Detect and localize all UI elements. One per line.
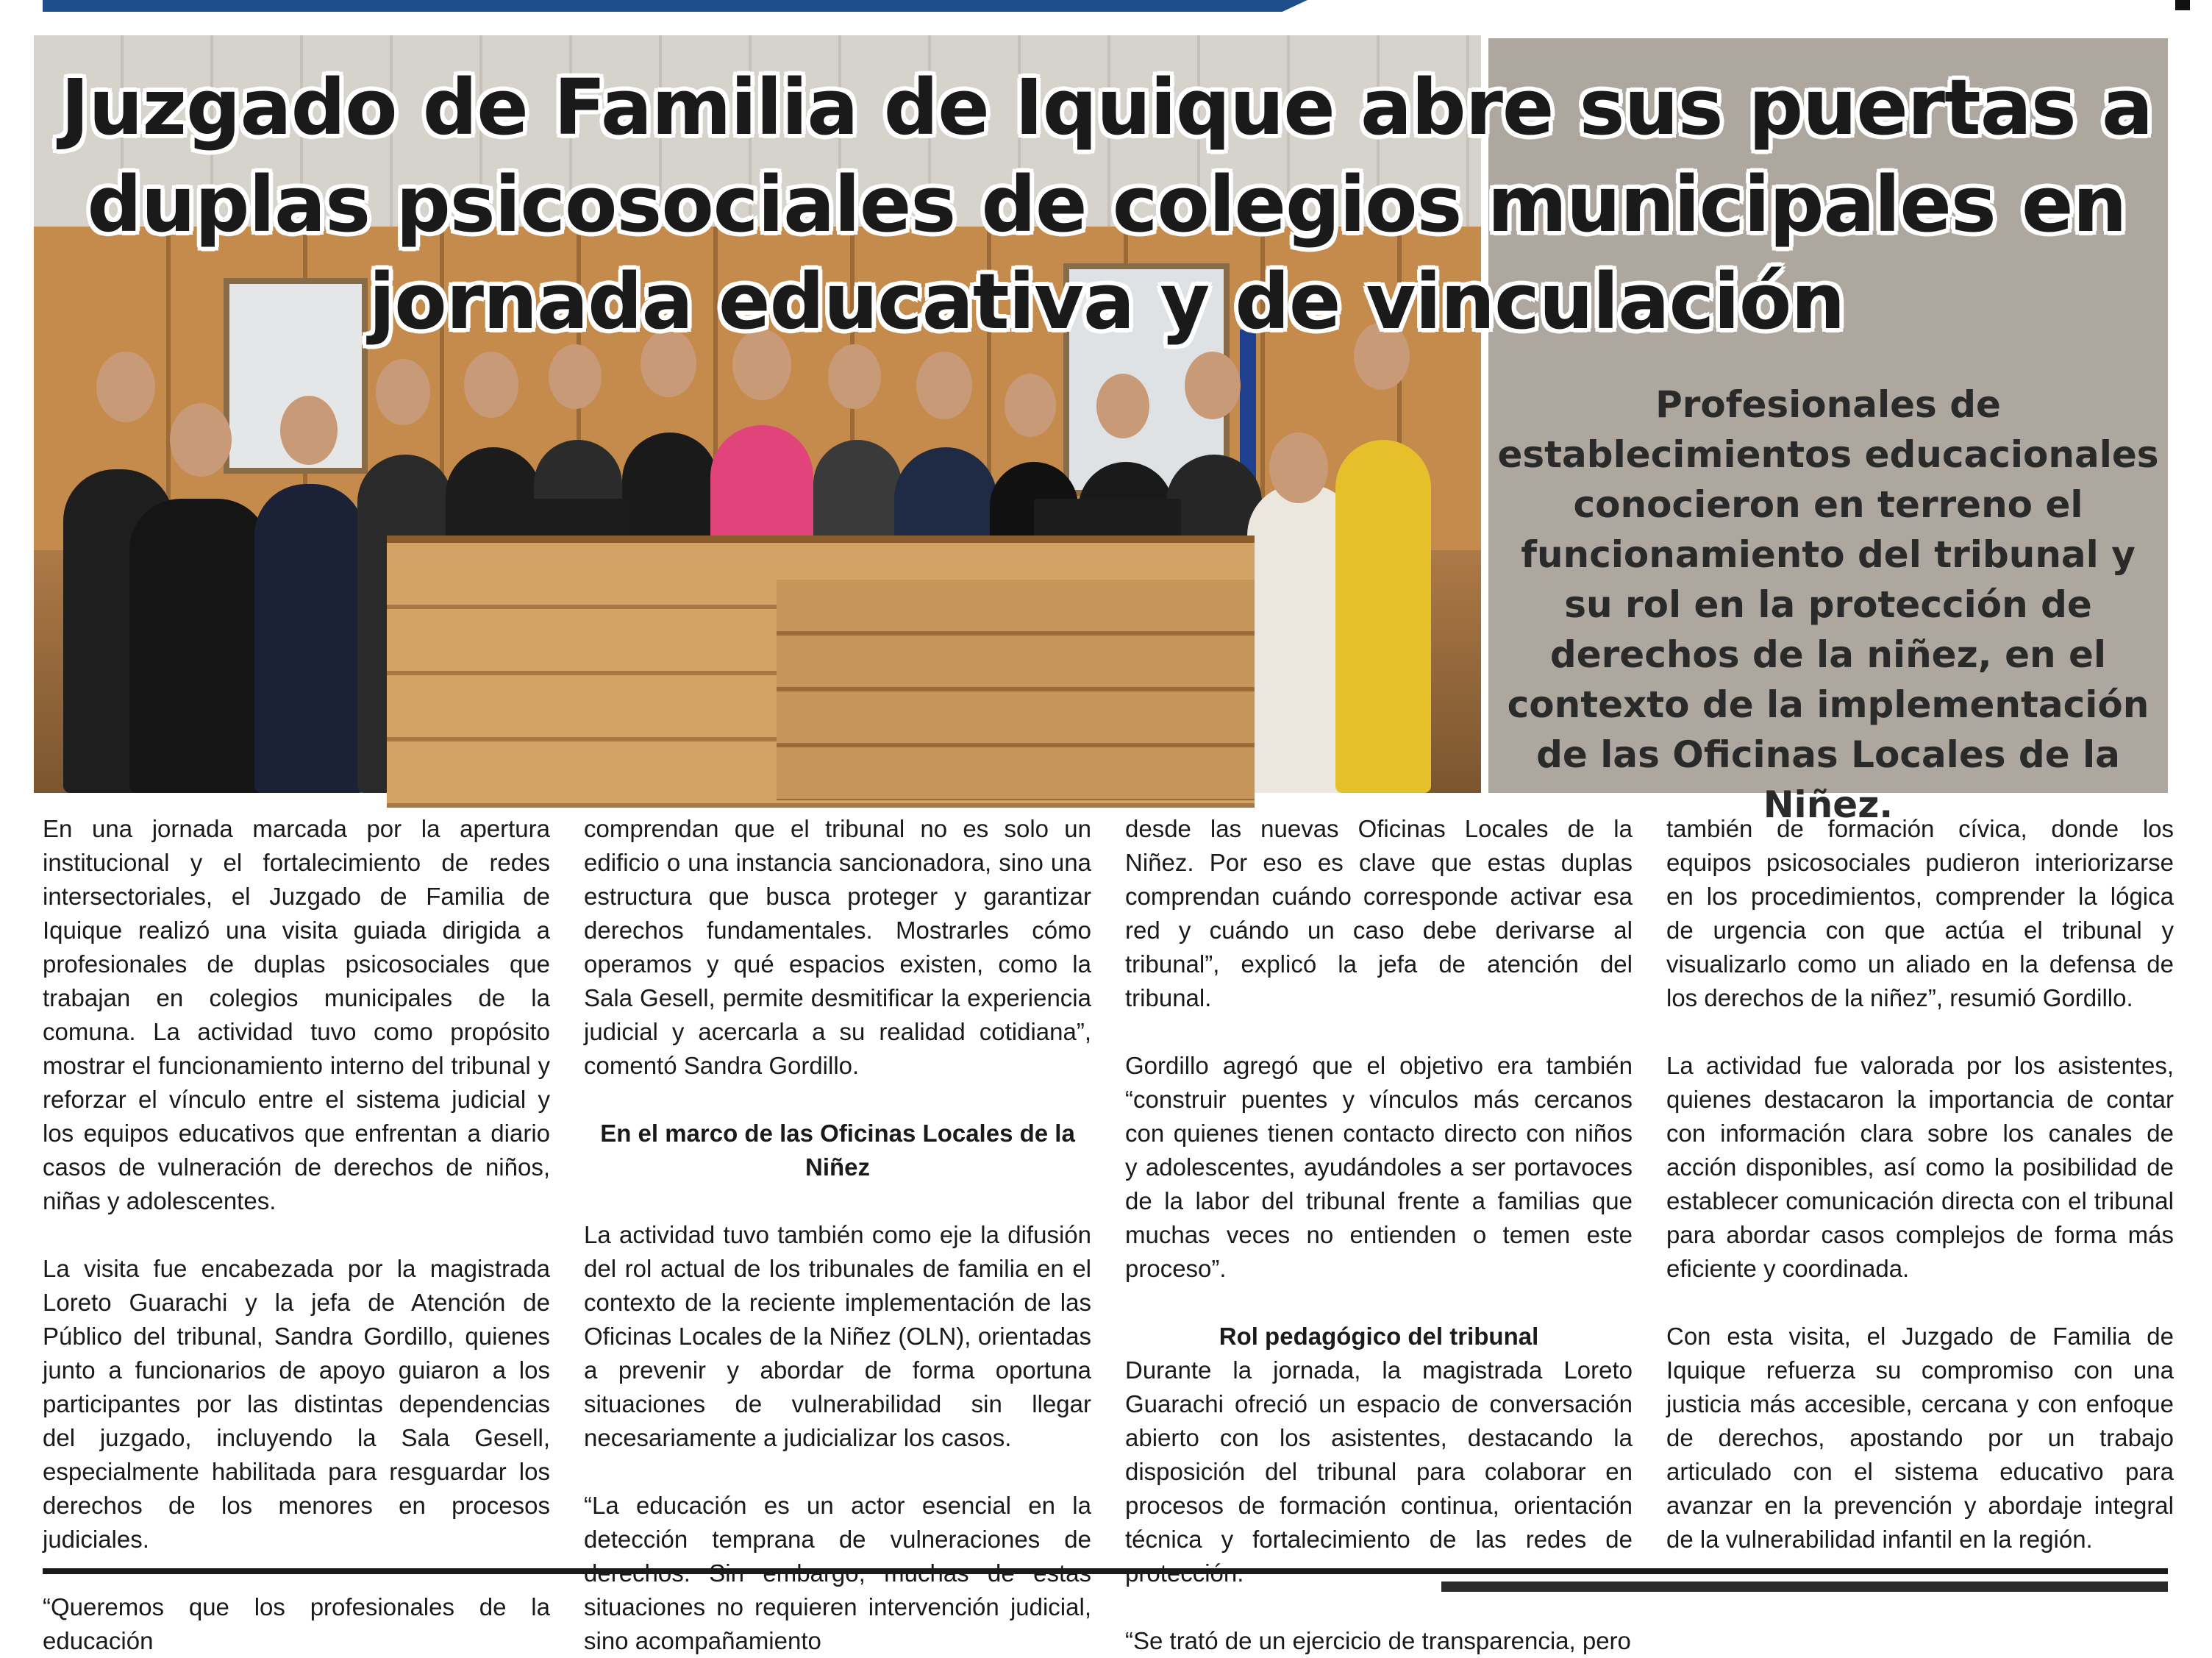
photo-head xyxy=(96,352,155,422)
photo-head xyxy=(828,344,881,409)
article-column-1 xyxy=(43,812,550,1654)
photo-head xyxy=(1269,433,1328,503)
section-subhead: En el marco de las Oficinas Locales de la Niñez xyxy=(600,1120,1075,1181)
article-column-4 xyxy=(1666,812,2174,1564)
body-paragraph: Con esta visita, el Juzgado de Familia de Iquique refuerza su compromiso con una justicia más accesible, cercana y con enfoque de derechos, apostando por un trabajo articulado con el sistema educativo para avanzar en la prevención y abordaje integral de la vulnerabilidad infantil en la región. xyxy=(1666,1323,2174,1553)
photo-head xyxy=(464,352,518,418)
photo-head xyxy=(170,403,232,477)
photo-head xyxy=(549,344,602,409)
body-paragraph: “Queremos que los profesionales de la educación xyxy=(43,1593,550,1654)
photo-person xyxy=(129,499,269,793)
bottom-image-strip xyxy=(1441,1581,2168,1592)
body-paragraph: Gordillo agregó que el objetivo era también “construir puentes y vínculos más cercanos con quienes tienen contacto directo con niños y adolescentes, ayudándoles a ser portavoces de la labor del tribunal frente a familias que muchas veces no entienden o temen este proceso”. xyxy=(1125,1052,1633,1282)
photo-head xyxy=(280,396,338,465)
bottom-rule xyxy=(43,1568,2168,1574)
body-paragraph: desde las nuevas Oficinas Locales de la Niñez. Por eso es clave que estas duplas comprendan cuándo corresponde activar esa red y cuándo un caso debe derivarse al tribunal”, explicó la jefa de atención del tribunal. xyxy=(1125,815,1633,1011)
body-paragraph: La actividad fue valorada por los asistentes, quienes destacaron la importancia de contar con información clara sobre los canales de acción disponibles, así como la posibilidad de establecer comunicación directa con el tribunal para abordar casos complejos de forma más eficiente y coordinada. xyxy=(1666,1052,2174,1282)
photo-head xyxy=(376,359,430,425)
body-paragraph: En una jornada marcada por la apertura institucional y el fortalecimiento de redes intersectoriales, el Juzgado de Familia de Iquique realizó una visita guiada dirigida a profesionales de duplas psicosociales que trabajan en colegios municipales de la comuna. La actividad tuvo como propósito mostrar el funcionamiento interno del tribunal y reforzar el vínculo entre el sistema judicial y los equipos educativos que enfrentan a diario casos de vulneración de derechos de niños, niñas y adolescentes. xyxy=(43,815,550,1214)
photo-head xyxy=(1096,374,1149,438)
photo-person xyxy=(1335,440,1431,793)
article-column-3 xyxy=(1125,812,1633,1654)
article-lead: Profesionales de establecimientos educacionales conocieron en terreno el funcionamiento del tribunal y su rol en la protección de derechos de la niñez, en el contexto de la implementación de las Oficinas Locales de la Niñez. xyxy=(1497,383,2159,826)
article-headline: Juzgado de Familia de Iquique abre sus puertas a duplas psicosociales de colegios municipales en jornada educativa y de vinculación xyxy=(60,63,2153,346)
body-paragraph: “Se trató de un ejercicio de transparencia, pero xyxy=(1125,1627,1631,1654)
photo-head xyxy=(1185,352,1241,419)
photo-person xyxy=(254,484,365,793)
photo-bench-side xyxy=(777,580,1255,800)
body-paragraph: también de formación cívica, donde los equipos psicosociales pudieron interiorizarse en los procedimientos, comprender la lógica de urgencia con que actúa el tribunal y visualizarlo como un aliado en la defensa de los derechos de la niñez”, resumió Gordillo. xyxy=(1666,815,2174,1011)
top-corner-rule xyxy=(2175,0,2190,10)
body-paragraph: “La educación es un actor esencial en la detección temprana de vulneraciones de situaciones no requieren intervención judicial, sino acompañamiento xyxy=(584,1492,1091,1654)
section-subhead: Rol pedagógico del tribunal xyxy=(1219,1323,1539,1350)
body-paragraph: La actividad tuvo también como eje la difusión del rol actual de los tribunales de familia en el contexto de la reciente implementación de las Oficinas Locales de la Niñez (OLN), orientadas a prevenir y abordar de forma oportuna situaciones de vulnerabilidad sin llegar necesariamente a judicializar los casos. xyxy=(584,1221,1091,1451)
photo-head xyxy=(1005,374,1056,437)
article-column-2 xyxy=(584,812,1091,1654)
body-paragraph: comprendan que el tribunal no es solo un edificio o una instancia sancionadora, sino una estructura que busca proteger y garantizar derechos fundamentales. Mostrarles cómo operamos y qué espacios existen, como la Sala Gesell, permite desmitificar la experiencia judicial y acercarla a su realidad cotidiana”, comentó Sandra Gordillo. xyxy=(584,815,1091,1079)
body-paragraph: Durante la jornada, la magistrada Loreto Guarachi ofreció un espacio de conversación abierto con los asistentes, destacando la disposición del tribunal para colaborar en procesos de formación continua, orientación técnica y fortalecimiento de las redes de xyxy=(1125,1356,1633,1553)
photo-head xyxy=(916,352,972,419)
top-accent-band xyxy=(43,0,1307,12)
body-paragraph: La visita fue encabezada por la magistrada Loreto Guarachi y la jefa de Atención de Público del tribunal, Sandra Gordillo, quienes junto a funcionarios de apoyo guiaron a los participantes por las distintas dependencias del juzgado, incluyendo la Sala Gesell, especialmente habilitada para resguardar los derechos de los menores en procesos judiciales. xyxy=(43,1255,550,1553)
